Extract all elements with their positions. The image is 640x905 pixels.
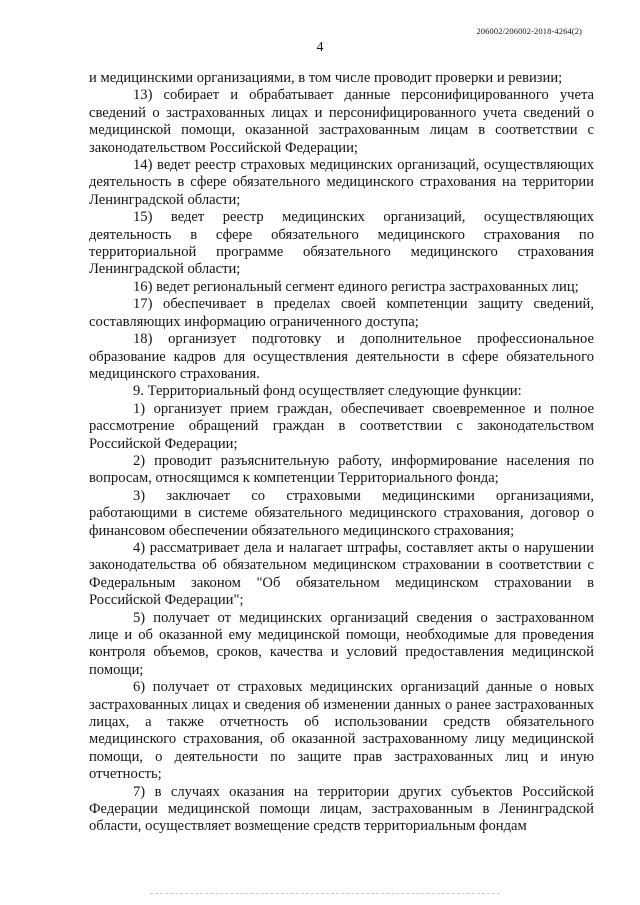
page-number: 4: [316, 40, 324, 55]
paragraph-item-16: 16) ведет региональный сегмент единого регистра застрахованных лиц;: [133, 278, 579, 295]
document-id: 206002/206002-2018-4264(2): [476, 26, 582, 36]
paragraph-item-15: 15) ведет реестр медицинских организаций, осуществляющих деятельность в сфере обязательного медицинского страхования по территориальной программе обязательного медицинского страхования Ленинградской области;: [89, 209, 594, 278]
paragraph-item-13: 13) собирает и обрабатывает данные персонифицированного учета сведений о застрахованных лицах и персонифицированного учета сведений о медицинской помощи, оказанной застрахованным лицам в соответствии с законодательством Российской Федерации;: [89, 87, 594, 156]
document-body: [89, 70, 594, 836]
paragraph-item-18: 18) организует подготовку и дополнительное профессиональное образование кадров для осуществления деятельности в сфере обязательного медицинского страхования.: [89, 331, 594, 382]
paragraph-function-4: 4) рассматривает дела и налагает штрафы, составляет акты о нарушении законодательства об обязательном медицинском страховании в соответствии с Федеральным законом "Об обязательном медицинском страховании в Российской Федерации";: [89, 539, 594, 609]
paragraph-function-2: 2) проводит разъяснительную работу, информирование населения по вопросам, относящимся к компетенции Территориального фонда;: [89, 452, 594, 487]
paragraph-item-17: 17) обеспечивает в пределах своей компетенции защиту сведений, составляющих информацию ограниченного доступа;: [89, 296, 594, 330]
paragraph-item-14: 14) ведет реестр страховых медицинских организаций, осуществляющих деятельность в сфере обязательного медицинского страхования на территории Ленинградской области;: [89, 157, 594, 208]
paragraph-function-5: 5) получает от медицинских организаций сведения о застрахованном лице и об оказанной ему медицинской помощи, необходимые для проведения контроля объемов, сроков, качества и условий предоставления медицинской помощи;: [89, 609, 594, 678]
paragraph-function-6: 6) получает от страховых медицинских организаций данные о новых застрахованных лицах и сведения об изменении данных о ранее застрахованных лицах, а также отчетность об использовании средств обязательного медицинского страхования, об оказанной застрахованному лицу медицинской помощи, о деятельности по защите прав застрахованных лиц и иную отчетность;: [89, 679, 594, 783]
paragraph-continuation: и медицинскими организациями, в том числе проводит проверки и ревизии;: [89, 70, 563, 86]
paragraph-function-3: 3) заключает со страховыми медицинскими организациями, работающими в системе обязательного медицинского страхования, договор о финансовом обеспечении обязательного медицинского страхования;: [89, 487, 594, 539]
section-9-heading: 9. Территориальный фонд осуществляет следующие функции:: [133, 383, 522, 400]
paragraph-function-7: 7) в случаях оказания на территории других субъектов Российской Федерации медицинской помощи лицам, застрахованным в Ленинградской области, осуществляет возмещение средств территориальным фондам: [89, 783, 594, 835]
page-bottom-divider: [150, 893, 500, 895]
paragraph-function-1: 1) организует прием граждан, обеспечивает своевременное и полное рассмотрение обращений граждан в соответствии с законодательством Российской Федерации;: [89, 400, 594, 452]
